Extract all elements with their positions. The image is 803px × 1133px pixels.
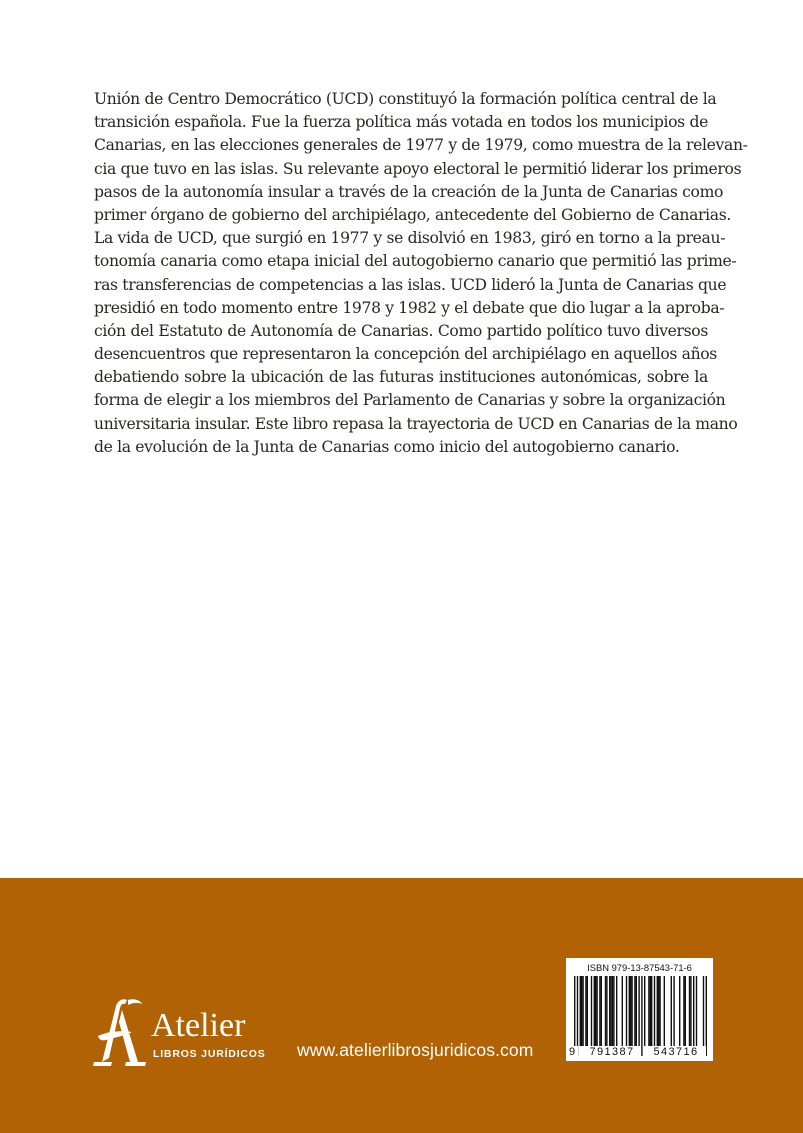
synopsis-line: ras transferencias de competencias a las islas. UCD lideró la Junta de Canarias que bbox=[94, 275, 727, 294]
barcode-bar bbox=[641, 976, 642, 1056]
synopsis-line: ción del Estatuto de Autonomía de Canarias. Como partido político tuvo diversos bbox=[94, 321, 708, 340]
synopsis-line: Canarias, en las elecciones generales de 1977 y de 1979, como muestra de la relevan- bbox=[94, 136, 748, 155]
synopsis-line: Unión de Centro Democrático (UCD) constituyó la formación política central de la bbox=[94, 90, 717, 108]
barcode-bar bbox=[581, 976, 582, 1046]
barcode-bar bbox=[630, 976, 631, 1046]
barcode-digits-right: 543716 bbox=[646, 1046, 706, 1058]
barcode-bar bbox=[685, 976, 686, 1046]
synopsis-line: presidió en todo momento entre 1978 y 1982 y el debate que dio lugar a la aproba- bbox=[94, 298, 725, 317]
publisher-logo bbox=[92, 996, 272, 1076]
isbn-barcode bbox=[566, 958, 713, 1061]
barcode-bar bbox=[587, 976, 588, 1046]
barcode-bar bbox=[622, 976, 623, 1046]
stylized-a-monogram-icon bbox=[92, 996, 148, 1068]
barcode-bar bbox=[689, 976, 690, 1046]
synopsis-line: de la evolución de la Junta de Canarias como inicio del autogobierno canario. bbox=[94, 437, 680, 456]
barcode-bar bbox=[636, 976, 637, 1046]
barcode-bar bbox=[596, 976, 597, 1046]
isbn-label: ISBN 979-13-87543-71-6 bbox=[587, 962, 692, 973]
barcode-bar bbox=[693, 976, 694, 1046]
barcode-bar bbox=[651, 976, 652, 1046]
barcode-bar bbox=[657, 976, 658, 1046]
synopsis-line: debatiendo sobre la ubicación de las futuras instituciones autonómicas, sobre la bbox=[94, 368, 708, 387]
synopsis-line: tonomía canaria como etapa inicial del autogobierno canario que permitió las prime- bbox=[94, 252, 737, 271]
barcode-bar bbox=[577, 976, 578, 1056]
barcode-bar bbox=[610, 976, 611, 1046]
barcode-bar bbox=[595, 976, 596, 1046]
barcode-bar bbox=[613, 976, 614, 1046]
barcode-bar bbox=[605, 976, 606, 1046]
synopsis-line: forma de elegir a los miembros del Parlamento de Canarias y sobre la organización bbox=[94, 391, 726, 410]
barcode-bar bbox=[585, 976, 586, 1046]
barcode-bar bbox=[582, 976, 583, 1046]
barcode-bar bbox=[631, 976, 632, 1046]
barcode-bar bbox=[654, 976, 655, 1046]
barcode-bar bbox=[673, 976, 674, 1046]
barcode-bar bbox=[664, 976, 665, 1046]
synopsis-line: desencuentros que representaron la concepción del archipiélago en aquellos años bbox=[94, 345, 717, 364]
barcode-digits-left: 791387 bbox=[583, 1046, 641, 1058]
barcode-bar bbox=[638, 976, 639, 1056]
publisher-subtitle: LIBROS JURÍDICOS bbox=[153, 1048, 266, 1060]
barcode-bar bbox=[599, 976, 600, 1046]
barcode-bar bbox=[580, 976, 581, 1046]
barcode-bar bbox=[574, 976, 575, 1056]
barcode-bar bbox=[609, 976, 610, 1046]
synopsis-line: La vida de UCD, que surgió en 1977 y se disolvió en 1983, giró en torno a la preau- bbox=[94, 229, 726, 248]
barcode-bar bbox=[658, 976, 659, 1046]
synopsis-line: transición española. Fue la fuerza política más votada en todos los municipios de bbox=[94, 113, 708, 132]
barcode-bar bbox=[650, 976, 651, 1046]
barcode-bar bbox=[683, 976, 684, 1046]
barcode-bar bbox=[626, 976, 627, 1046]
barcode-bar bbox=[671, 976, 672, 1046]
barcode-bar bbox=[703, 976, 704, 1056]
barcode-bar bbox=[612, 976, 613, 1046]
synopsis-line: universitaria insular. Este libro repasa la trayectoria de UCD en Canarias de la mano bbox=[94, 414, 738, 433]
publisher-name: Atelier bbox=[151, 1007, 246, 1044]
barcode-bar bbox=[690, 976, 691, 1046]
barcode-digit-lead: 9 bbox=[566, 1046, 578, 1058]
barcode-bar bbox=[606, 976, 607, 1046]
barcode-bar bbox=[601, 976, 602, 1046]
barcode-bar bbox=[591, 976, 592, 1046]
barcode-bar bbox=[696, 976, 697, 1046]
barcode-bar bbox=[594, 976, 595, 1046]
synopsis-text bbox=[94, 88, 748, 459]
barcode-bar bbox=[706, 976, 707, 1056]
barcode-bar bbox=[679, 976, 680, 1046]
synopsis-line: pasos de la autonomía insular a través de la creación de la Junta de Canarias como bbox=[94, 182, 724, 201]
barcode-bar bbox=[616, 976, 617, 1046]
barcode-bar bbox=[644, 976, 645, 1046]
barcode-bar bbox=[659, 976, 660, 1046]
publisher-website[interactable]: www.atelierlibrosjuridicos.com bbox=[297, 1040, 534, 1060]
barcode-bar bbox=[648, 976, 649, 1046]
barcode-bar bbox=[629, 976, 630, 1046]
synopsis-line: cia que tuvo en las islas. Su relevante apoyo electoral le permitió liderar los primeros bbox=[94, 159, 742, 178]
synopsis-line: primer órgano de gobierno del archipiélago, antecedente del Gobierno de Canarias. bbox=[94, 205, 731, 224]
barcode-bar bbox=[634, 976, 635, 1046]
